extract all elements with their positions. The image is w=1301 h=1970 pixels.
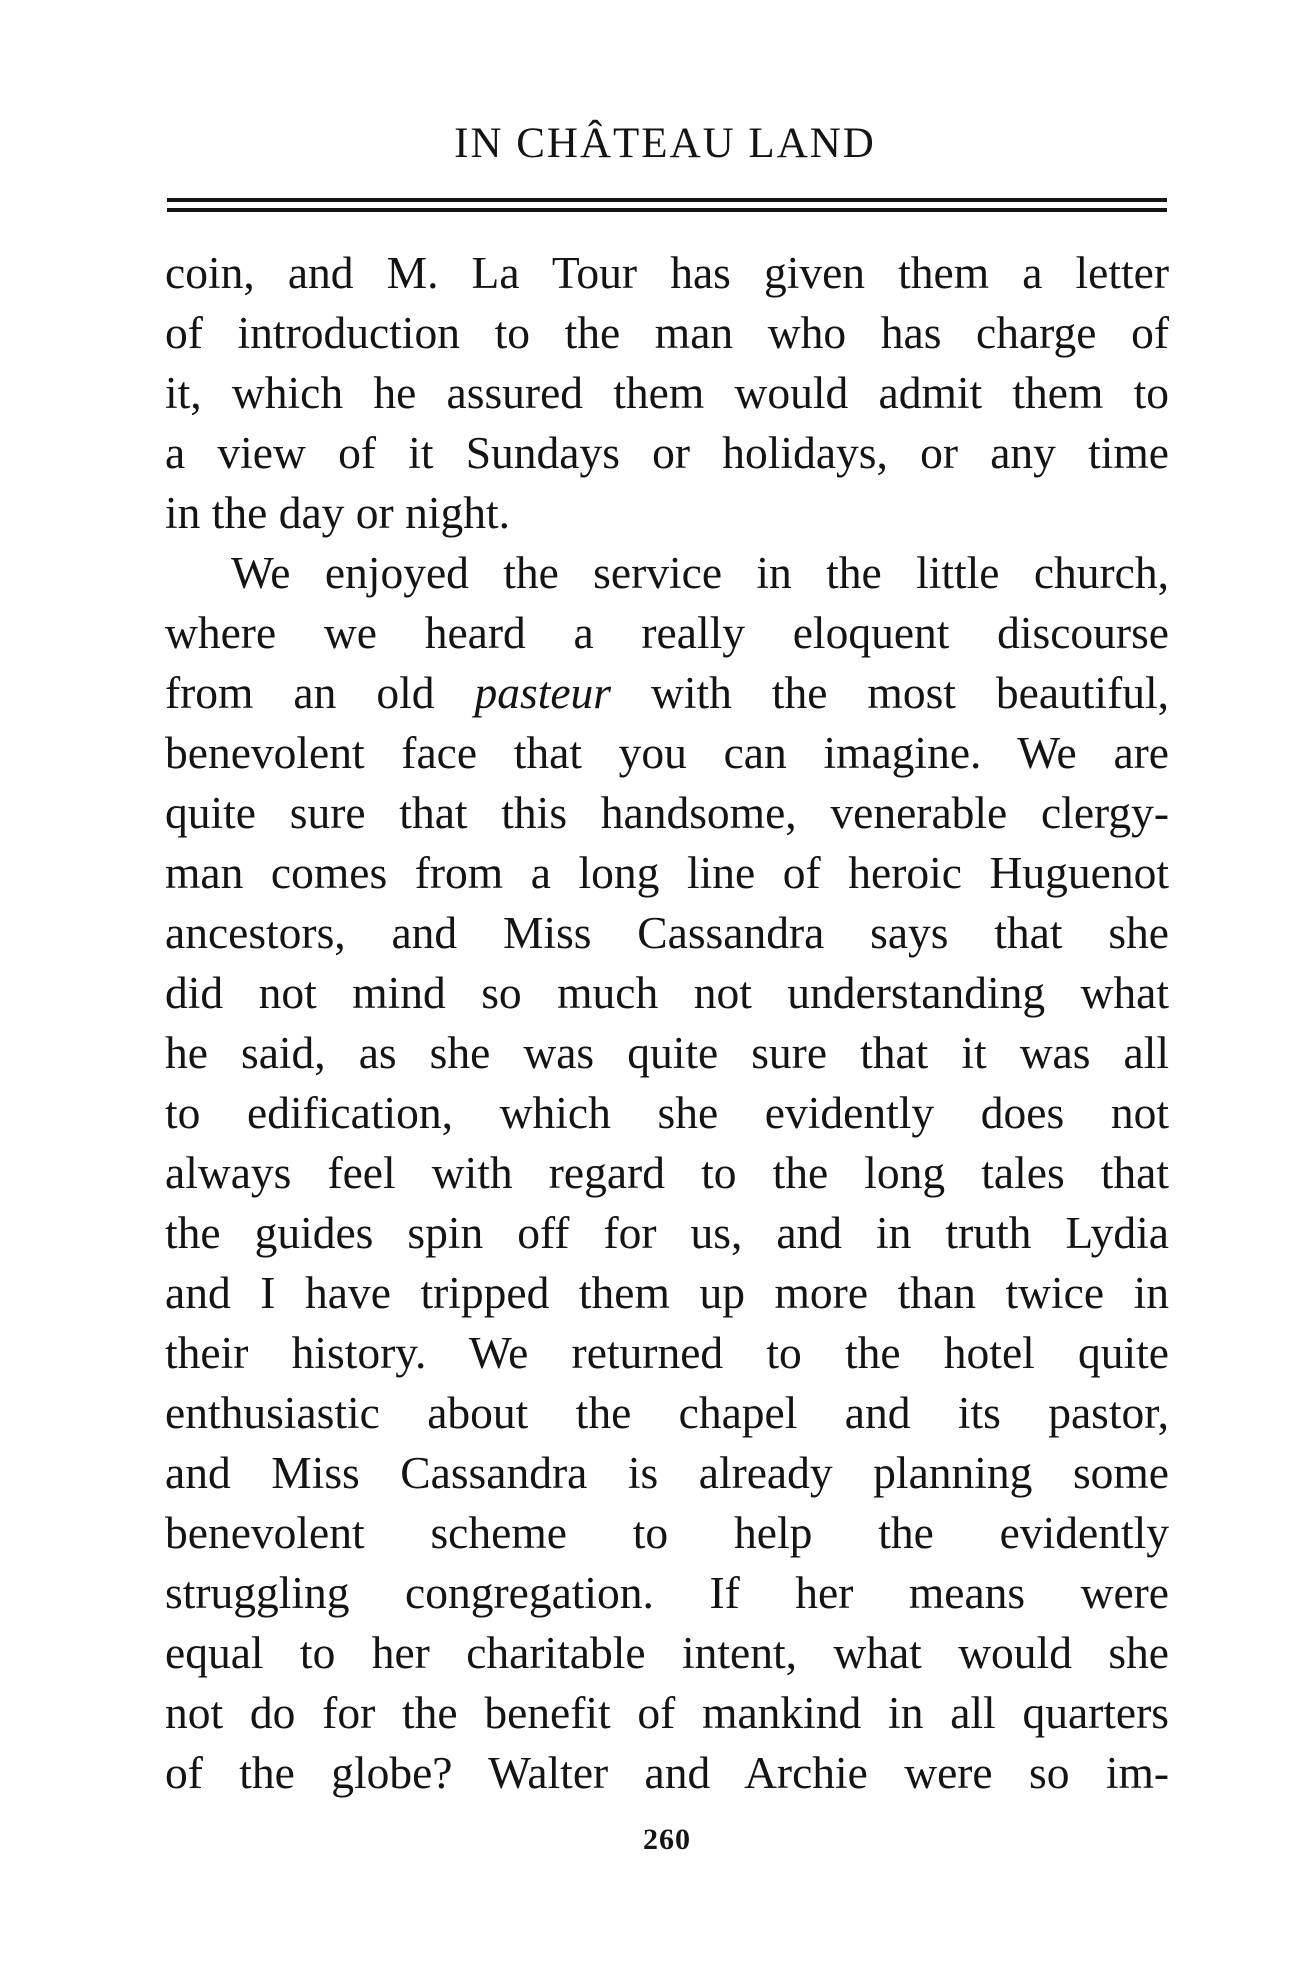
text-line	[165, 603, 1169, 663]
text-line	[165, 243, 1169, 303]
text-line	[165, 843, 1169, 903]
text-segment: struggling congregation. If her means were	[165, 1567, 1169, 1618]
text-line	[165, 1383, 1169, 1443]
body-text	[165, 243, 1169, 1803]
text-line	[165, 663, 1169, 723]
text-line	[165, 1323, 1169, 1383]
text-segment: and I have tripped them up more than twice in	[165, 1267, 1169, 1318]
text-line	[165, 903, 1169, 963]
text-line	[165, 1743, 1169, 1803]
text-segment: the guides spin off for us, and in truth Lydia	[165, 1207, 1169, 1258]
text-segment: and Miss Cassandra is already planning some	[165, 1447, 1169, 1498]
text-segment: their history. We returned to the hotel quite	[165, 1327, 1169, 1378]
text-segment: quite sure that this handsome, venerable clergy-	[165, 787, 1169, 838]
text-segment: always feel with regard to the long tales that	[165, 1147, 1169, 1198]
text-line	[165, 1563, 1169, 1623]
text-line	[165, 483, 1169, 543]
text-segment: it, which he assured them would admit them to	[165, 367, 1169, 418]
text-segment: not do for the benefit of mankind in all quarters	[165, 1687, 1169, 1738]
page-number: 260	[643, 1823, 691, 1856]
text-segment: from an old	[165, 667, 475, 718]
text-segment: a view of it Sundays or holidays, or any time	[165, 427, 1169, 478]
text-segment: he said, as she was quite sure that it was all	[165, 1027, 1169, 1078]
text-segment: of the globe? Walter and Archie were so im-	[165, 1747, 1169, 1798]
text-line	[165, 783, 1169, 843]
text-line	[165, 1623, 1169, 1683]
text-line	[165, 1443, 1169, 1503]
text-segment: benevolent scheme to help the evidently	[165, 1507, 1169, 1558]
text-segment: ancestors, and Miss Cassandra says that she	[165, 907, 1169, 958]
text-segment: of introduction to the man who has charge of	[165, 307, 1169, 358]
text-line	[165, 1263, 1169, 1323]
text-segment: equal to her charitable intent, what would she	[165, 1627, 1169, 1678]
text-line	[165, 963, 1169, 1023]
text-segment: benevolent face that you can imagine. We are	[165, 727, 1169, 778]
running-head: IN CHÂTEAU LAND	[454, 120, 876, 167]
text-line	[165, 1083, 1169, 1143]
text-segment: in the day or night.	[165, 487, 510, 538]
text-segment: enthusiastic about the chapel and its pastor,	[165, 1387, 1169, 1438]
text-line	[165, 363, 1169, 423]
text-line	[165, 1503, 1169, 1563]
text-line	[165, 1143, 1169, 1203]
text-segment: with the most beautiful,	[611, 667, 1169, 718]
text-segment: to edification, which she evidently does not	[165, 1087, 1169, 1138]
text-segment: man comes from a long line of heroic Huguenot	[165, 847, 1169, 898]
text-segment: where we heard a really eloquent discourse	[165, 607, 1169, 658]
double-rule-divider	[167, 198, 1167, 212]
italic-word: pasteur	[474, 667, 611, 718]
text-line	[165, 1683, 1169, 1743]
text-segment: did not mind so much not understanding what	[165, 967, 1169, 1018]
text-line	[165, 423, 1169, 483]
text-segment: We enjoyed the service in the little church,	[231, 547, 1169, 598]
text-line	[165, 723, 1169, 783]
text-line	[165, 1023, 1169, 1083]
text-line	[165, 543, 1169, 603]
text-line	[165, 303, 1169, 363]
text-line	[165, 1203, 1169, 1263]
text-segment: coin, and M. La Tour has given them a letter	[165, 247, 1169, 298]
